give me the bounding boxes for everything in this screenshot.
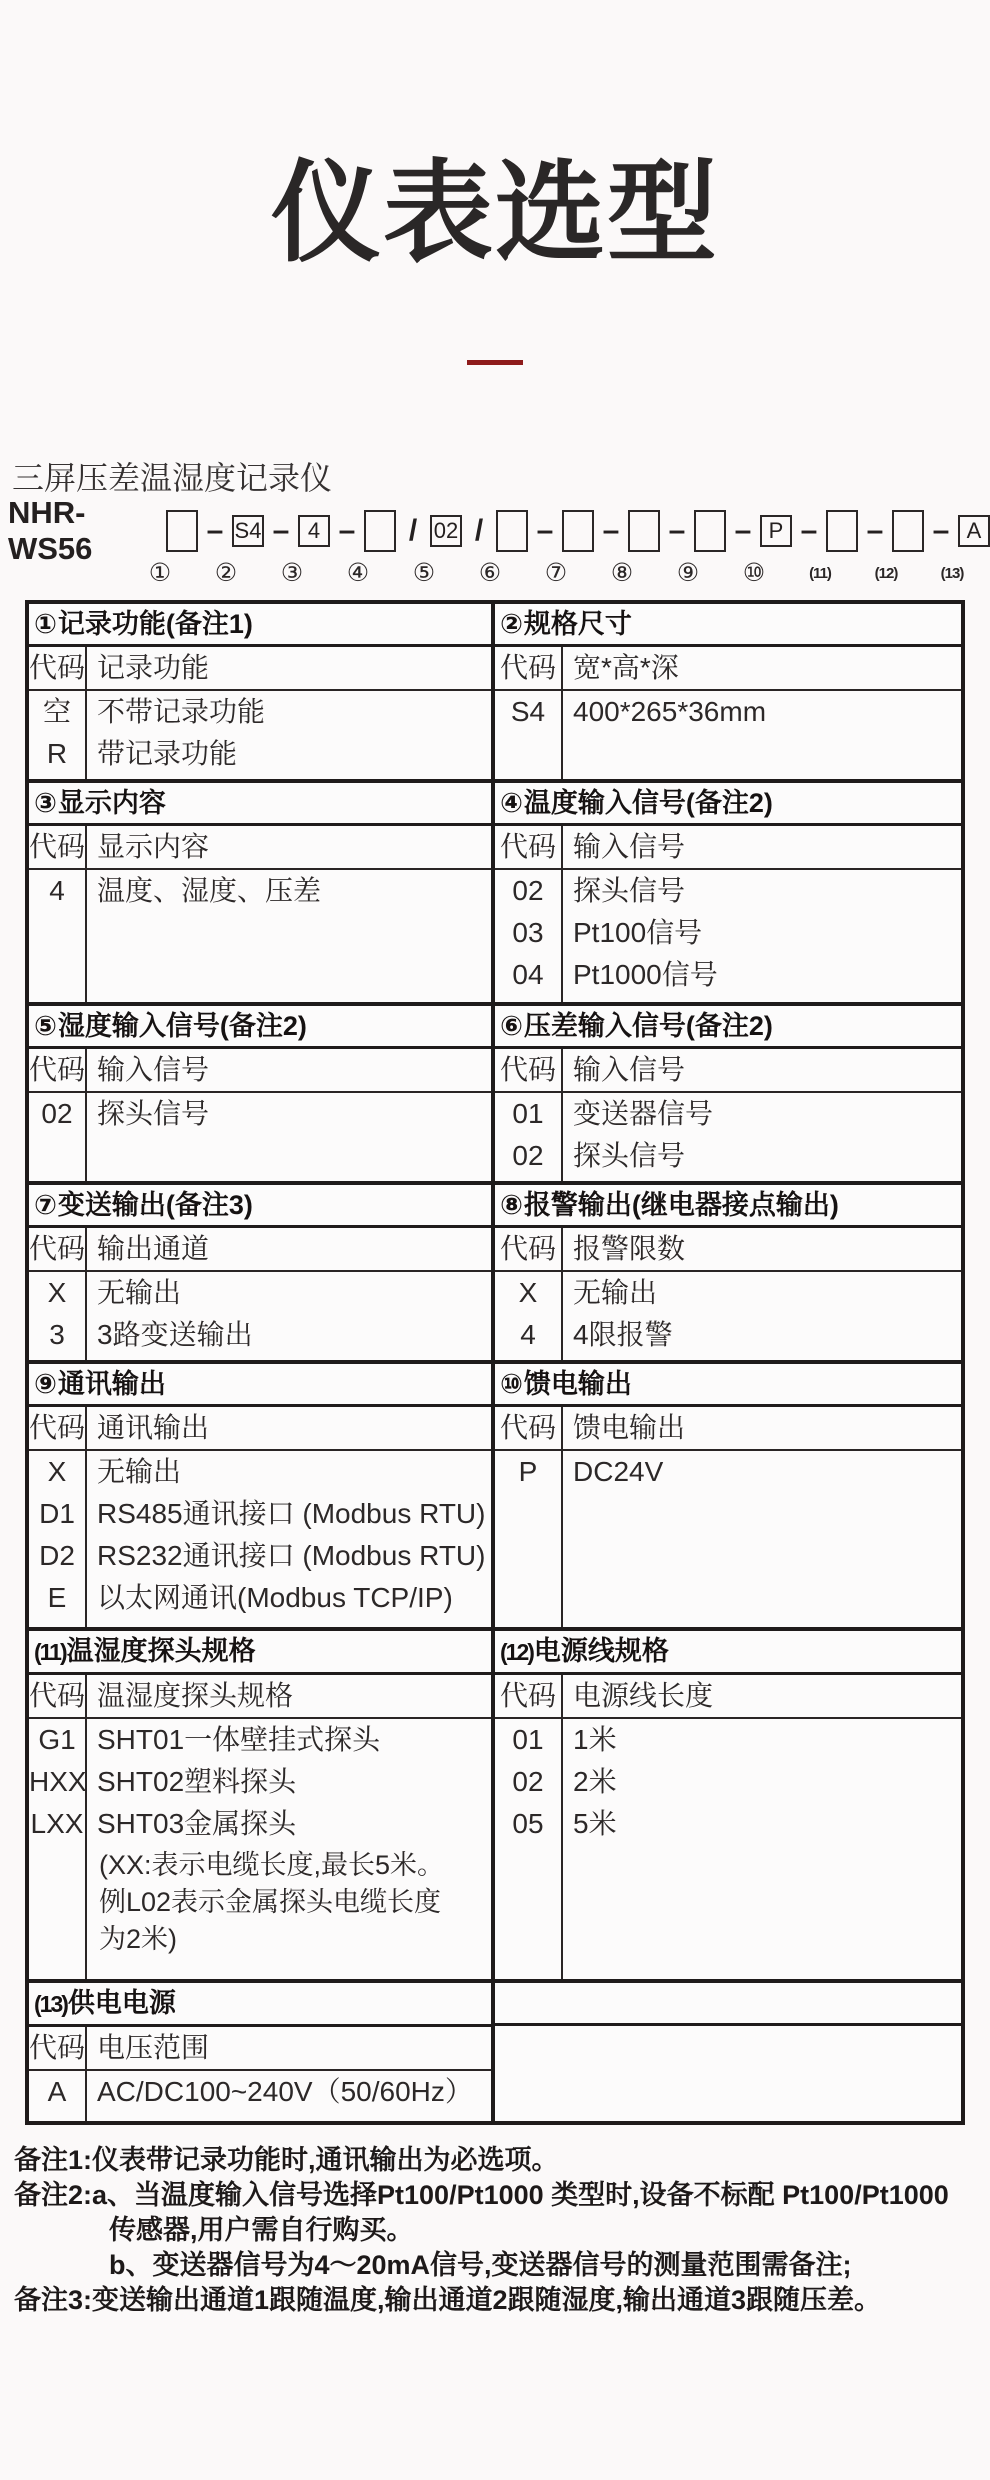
- option-code: 02: [41, 1098, 73, 1129]
- section-header: [29, 1364, 491, 1407]
- section-header: [495, 604, 961, 647]
- section-number: ②: [500, 609, 523, 639]
- column-header-row: [29, 826, 491, 870]
- option-desc: DC24V: [573, 1456, 664, 1487]
- section-title: 电源线规格: [533, 1636, 669, 1666]
- code-column-header: 代码: [495, 1049, 563, 1091]
- model-box-1: [166, 510, 198, 552]
- section-header: [495, 1631, 961, 1675]
- model-box-11: [826, 510, 858, 552]
- section-title: 通讯输出: [57, 1369, 166, 1399]
- position-label-1: ①: [148, 559, 172, 587]
- section-2-dimensions: [495, 604, 961, 779]
- section-title: 压差输入信号(备注2): [523, 1011, 773, 1041]
- model-box-8: [628, 510, 660, 552]
- section-4-temp-input-signal: [495, 783, 961, 1002]
- section-number: (12): [500, 1639, 533, 1665]
- red-divider: [467, 360, 523, 365]
- model-segment-11: [826, 510, 892, 552]
- section-title: 记录功能(备注1): [57, 609, 253, 639]
- footnotes: [14, 2143, 976, 2318]
- options-area: [29, 870, 491, 1002]
- model-segment-1: [166, 510, 232, 552]
- desc-column-header: 电源线长度: [573, 1680, 714, 1711]
- footnote-2b: b、变送器信号为4～20mA信号,变送器信号的测量范围需备注;: [109, 2250, 852, 2280]
- option-desc: Pt100信号: [573, 917, 703, 948]
- desc-column-header: 记录功能: [97, 652, 210, 683]
- section-title: 规格尺寸: [523, 609, 632, 639]
- desc-column: [563, 1272, 961, 1360]
- desc-column-header: 通讯输出: [97, 1412, 210, 1443]
- option-desc: RS232通讯接口 (Modbus RTU): [97, 1540, 486, 1571]
- section-title: 馈电输出: [523, 1369, 632, 1399]
- model-segment-4: [364, 510, 430, 552]
- option-desc: 不带记录功能: [97, 696, 266, 727]
- desc-column-header: 输入信号: [97, 1054, 210, 1085]
- column-header-row: [495, 1228, 961, 1272]
- code-column: [495, 1093, 563, 1181]
- footnote-1: 备注1:仪表带记录功能时,通讯输出为必选项。: [14, 2145, 559, 2175]
- option-code: 01: [512, 1098, 544, 1129]
- section-number: (13): [34, 1991, 67, 2017]
- position-label-11: (11): [809, 564, 831, 582]
- position-label-4: ④: [346, 559, 370, 587]
- options-area: [29, 1093, 491, 1181]
- section-1-record-function: [29, 604, 495, 779]
- desc-column: [563, 1093, 961, 1181]
- options-area: [495, 870, 961, 1002]
- section-number: ⑥: [500, 1011, 523, 1041]
- section-title: 湿度输入信号(备注2): [57, 1011, 307, 1041]
- model-separator: –: [932, 514, 950, 547]
- column-header-row: [495, 647, 961, 691]
- section-13-empty-cell: [495, 1983, 961, 2121]
- desc-column: [87, 2071, 491, 2121]
- options-area: [29, 691, 491, 779]
- options-area: [29, 2071, 491, 2121]
- model-box-10: P: [760, 515, 792, 547]
- code-column-header: 代码: [29, 647, 87, 689]
- probe-cable-note: (XX:表示电缆长度,最长5米。例L02表示金属探头电缆长度为2米): [99, 1850, 445, 1954]
- desc-column-header: 报警限数: [573, 1233, 686, 1264]
- section-title: 供电电源: [67, 1988, 176, 2018]
- section-6-diffpressure-input-signal: [495, 1006, 961, 1181]
- section-13-power-supply: [29, 1983, 495, 2121]
- code-column-header: 代码: [495, 826, 563, 868]
- option-code: 3: [49, 1319, 65, 1350]
- model-separator: –: [800, 514, 818, 547]
- option-desc: 2米: [573, 1766, 617, 1797]
- option-desc: 探头信号: [573, 875, 686, 906]
- section-header: [495, 1006, 961, 1049]
- section-7-transmit-output: [29, 1185, 495, 1360]
- option-desc: SHT02塑料探头: [97, 1766, 297, 1797]
- options-area: [29, 1719, 491, 1979]
- option-code: X: [47, 1277, 67, 1308]
- position-label-2: ②: [214, 559, 238, 587]
- code-column: [29, 1451, 87, 1627]
- model-separator: –: [272, 514, 290, 547]
- position-label-8: ⑧: [610, 559, 634, 587]
- option-desc: 4限报警: [573, 1319, 673, 1350]
- option-code: HXX: [29, 1766, 87, 1797]
- options-area: [29, 1272, 491, 1360]
- desc-column: [563, 1451, 961, 1627]
- model-box-12: [892, 510, 924, 552]
- section-header: [29, 783, 491, 826]
- table-row-2: [29, 783, 961, 1006]
- option-code: S4: [510, 696, 546, 727]
- position-label-6: ⑥: [478, 559, 502, 587]
- model-separator: –: [668, 514, 686, 547]
- code-column-header: 代码: [29, 1675, 87, 1717]
- table-row-3: [29, 1006, 961, 1185]
- section-title: 变送输出(备注3): [57, 1190, 253, 1220]
- section-number: ⑤: [34, 1011, 57, 1041]
- option-code: D1: [39, 1498, 75, 1529]
- model-separator: –: [206, 514, 224, 547]
- options-area: [495, 1093, 961, 1181]
- section-9-communication-output: [29, 1364, 495, 1627]
- option-code: 01: [512, 1724, 544, 1755]
- section-header: [495, 1185, 961, 1228]
- column-header-row: [29, 1675, 491, 1719]
- empty-body-cell: [495, 2026, 961, 2121]
- section-number: ⑩: [500, 1369, 523, 1399]
- position-label-10: ⑩: [742, 559, 766, 587]
- desc-column-header: 输入信号: [573, 1054, 686, 1085]
- option-desc: 带记录功能: [97, 738, 238, 769]
- model-box-13: A: [958, 515, 990, 547]
- desc-column: [563, 1719, 961, 1979]
- column-header-row: [495, 1049, 961, 1093]
- code-column: [29, 1272, 87, 1360]
- code-column: [495, 691, 563, 779]
- option-code: 04: [512, 959, 544, 990]
- section-12-power-cord-spec: [495, 1631, 961, 1979]
- position-label-7: ⑦: [544, 559, 568, 587]
- option-desc: SHT03金属探头: [97, 1808, 297, 1839]
- section-title: 温湿度探头规格: [66, 1636, 256, 1666]
- option-code: LXX: [30, 1808, 84, 1839]
- desc-column-header: 馈电输出: [573, 1412, 686, 1443]
- options-area: [495, 1451, 961, 1627]
- model-box-5: 02: [430, 515, 462, 547]
- option-desc: 无输出: [573, 1277, 658, 1308]
- code-column-header: 代码: [29, 1049, 87, 1091]
- option-desc: 以太网通讯(Modbus TCP/IP): [97, 1582, 453, 1613]
- desc-column: [563, 870, 961, 1002]
- model-segment-6: [496, 510, 562, 552]
- section-number: ⑦: [34, 1190, 57, 1220]
- section-header: [29, 1631, 491, 1675]
- code-column: [29, 870, 87, 1002]
- option-desc: SHT01一体壁挂式探头: [97, 1724, 381, 1755]
- code-column-header: 代码: [29, 826, 87, 868]
- model-segment-7: [562, 510, 628, 552]
- section-header: [29, 1185, 491, 1228]
- model-segment-10: [760, 514, 826, 548]
- section-number: (11): [34, 1639, 66, 1665]
- position-label-3: ③: [280, 559, 304, 587]
- section-number: ①: [34, 609, 57, 639]
- model-separator: –: [602, 514, 620, 547]
- option-desc: 探头信号: [573, 1140, 686, 1171]
- option-desc: AC/DC100~240V（50/60Hz）: [97, 2076, 473, 2107]
- model-code-row: [8, 495, 990, 566]
- model-separator: –: [536, 514, 554, 547]
- column-header-row: [29, 1228, 491, 1272]
- selection-table: [25, 600, 965, 2125]
- model-separator: –: [866, 514, 884, 547]
- options-area: [495, 691, 961, 779]
- desc-column: [87, 691, 491, 779]
- table-row-6: [29, 1631, 961, 1983]
- code-column-header: 代码: [495, 1407, 563, 1449]
- desc-column: [87, 870, 491, 1002]
- desc-column: [87, 1719, 491, 1979]
- position-label-13: (13): [940, 564, 964, 582]
- option-desc: 温度、湿度、压差: [97, 875, 322, 906]
- option-code: 05: [512, 1808, 544, 1839]
- option-desc: 1米: [573, 1724, 617, 1755]
- option-code: 02: [512, 1140, 544, 1171]
- option-desc: 无输出: [97, 1277, 182, 1308]
- option-code: E: [47, 1582, 67, 1613]
- option-desc: 探头信号: [97, 1098, 210, 1129]
- model-box-6: [496, 510, 528, 552]
- model-separator: /: [474, 514, 484, 547]
- model-segment-5: [430, 514, 496, 548]
- section-title: 报警输出(继电器接点输出): [523, 1190, 839, 1220]
- option-desc: RS485通讯接口 (Modbus RTU): [97, 1498, 486, 1529]
- section-number: ⑧: [500, 1190, 523, 1220]
- column-header-row: [29, 1049, 491, 1093]
- section-10-feed-output: [495, 1364, 961, 1627]
- desc-column-header: 宽*高*深: [573, 652, 679, 683]
- code-column: [495, 1719, 563, 1979]
- position-label-9: ⑨: [676, 559, 700, 587]
- options-area: [495, 1719, 961, 1979]
- section-5-humidity-input-signal: [29, 1006, 495, 1181]
- desc-column-header: 显示内容: [97, 831, 210, 862]
- option-code: X: [47, 1456, 67, 1487]
- option-desc: 5米: [573, 1808, 617, 1839]
- desc-column-header: 输入信号: [573, 831, 686, 862]
- table-row-5: [29, 1364, 961, 1631]
- option-desc: 400*265*36mm: [573, 696, 767, 727]
- section-header: [29, 604, 491, 647]
- footnote-3: 备注3:变送输出通道1跟随温度,输出通道2跟随湿度,输出通道3跟随压差。: [14, 2285, 882, 2315]
- desc-column: [563, 691, 961, 779]
- desc-column: [87, 1093, 491, 1181]
- desc-column-header: 输出通道: [97, 1233, 210, 1264]
- option-desc: 变送器信号: [573, 1098, 714, 1129]
- section-number: ③: [34, 788, 57, 818]
- model-box-9: [694, 510, 726, 552]
- option-code: P: [518, 1456, 538, 1487]
- code-column: [29, 691, 87, 779]
- code-column: [495, 1451, 563, 1627]
- option-code: 4: [520, 1319, 536, 1350]
- code-column-header: 代码: [495, 1228, 563, 1270]
- section-number: ④: [500, 788, 523, 818]
- option-desc: Pt1000信号: [573, 959, 718, 990]
- model-prefix: NHR-WS56: [8, 495, 93, 566]
- option-code: 03: [512, 917, 544, 948]
- section-header: [29, 1006, 491, 1049]
- column-header-row: [29, 2027, 491, 2071]
- section-title: 显示内容: [57, 788, 166, 818]
- page-title: 仪表选型: [271, 152, 719, 275]
- section-header: [495, 1364, 961, 1407]
- table-row-1: [29, 604, 961, 783]
- option-code: R: [46, 738, 68, 769]
- option-code: 空: [42, 696, 71, 727]
- code-column-header: 代码: [495, 1675, 563, 1717]
- option-desc: 3路变送输出: [97, 1319, 253, 1350]
- code-column-header: 代码: [29, 2027, 87, 2069]
- position-label-12: (12): [874, 564, 898, 582]
- model-box-2: S4: [232, 515, 264, 547]
- desc-column-header: 温湿度探头规格: [97, 1680, 294, 1711]
- desc-column-header: 电压范围: [97, 2032, 210, 2063]
- option-code: 02: [512, 875, 544, 906]
- code-column-header: 代码: [29, 1228, 87, 1270]
- model-box-3: 4: [298, 515, 330, 547]
- model-separator: /: [408, 514, 418, 547]
- position-label-5: ⑤: [412, 559, 436, 587]
- model-segment-13: [958, 515, 990, 547]
- section-11-probe-spec: [29, 1631, 495, 1979]
- section-title: 温度输入信号(备注2): [523, 788, 773, 818]
- table-row-7: [29, 1983, 961, 2121]
- model-separator: –: [734, 514, 752, 547]
- column-header-row: [29, 647, 491, 691]
- option-code: 02: [512, 1766, 544, 1797]
- column-header-row: [495, 826, 961, 870]
- code-column: [495, 870, 563, 1002]
- option-desc: 无输出: [97, 1456, 182, 1487]
- code-column: [29, 2071, 87, 2121]
- column-header-row: [29, 1407, 491, 1451]
- option-code: 4: [49, 875, 65, 906]
- section-header: [29, 1983, 491, 2027]
- option-code: G1: [38, 1724, 76, 1755]
- code-column-header: 代码: [29, 1407, 87, 1449]
- model-segment-3: [298, 514, 364, 548]
- position-number-row: [8, 558, 990, 588]
- option-code: X: [518, 1277, 538, 1308]
- option-code: D2: [39, 1540, 75, 1571]
- footnote-2a: 备注2:a、当温度输入信号选择Pt100/Pt1000 类型时,设备不标配 Pt100/Pt1000 传感器,用户需自行购买。: [14, 2180, 949, 2245]
- code-column-header: 代码: [495, 647, 563, 689]
- code-column: [495, 1272, 563, 1360]
- code-column: [29, 1093, 87, 1181]
- section-header: [495, 783, 961, 826]
- option-code: A: [47, 2076, 67, 2107]
- column-header-row: [495, 1407, 961, 1451]
- model-segment-8: [628, 510, 694, 552]
- desc-column: [87, 1451, 491, 1627]
- options-area: [495, 1272, 961, 1360]
- section-3-display-content: [29, 783, 495, 1002]
- section-number: ⑨: [34, 1369, 57, 1399]
- model-separator: –: [338, 514, 356, 547]
- options-area: [29, 1451, 491, 1627]
- empty-header-cell: [495, 1983, 961, 2026]
- model-segment-2: [232, 514, 298, 548]
- product-subtitle: 三屏压差温湿度记录仪: [12, 460, 333, 496]
- table-row-4: [29, 1185, 961, 1364]
- column-header-row: [495, 1675, 961, 1719]
- section-8-alarm-output: [495, 1185, 961, 1360]
- model-box-4: [364, 510, 396, 552]
- model-segment-12: [892, 510, 958, 552]
- model-segment-9: [694, 510, 760, 552]
- code-column: [29, 1719, 87, 1979]
- desc-column: [87, 1272, 491, 1360]
- model-box-7: [562, 510, 594, 552]
